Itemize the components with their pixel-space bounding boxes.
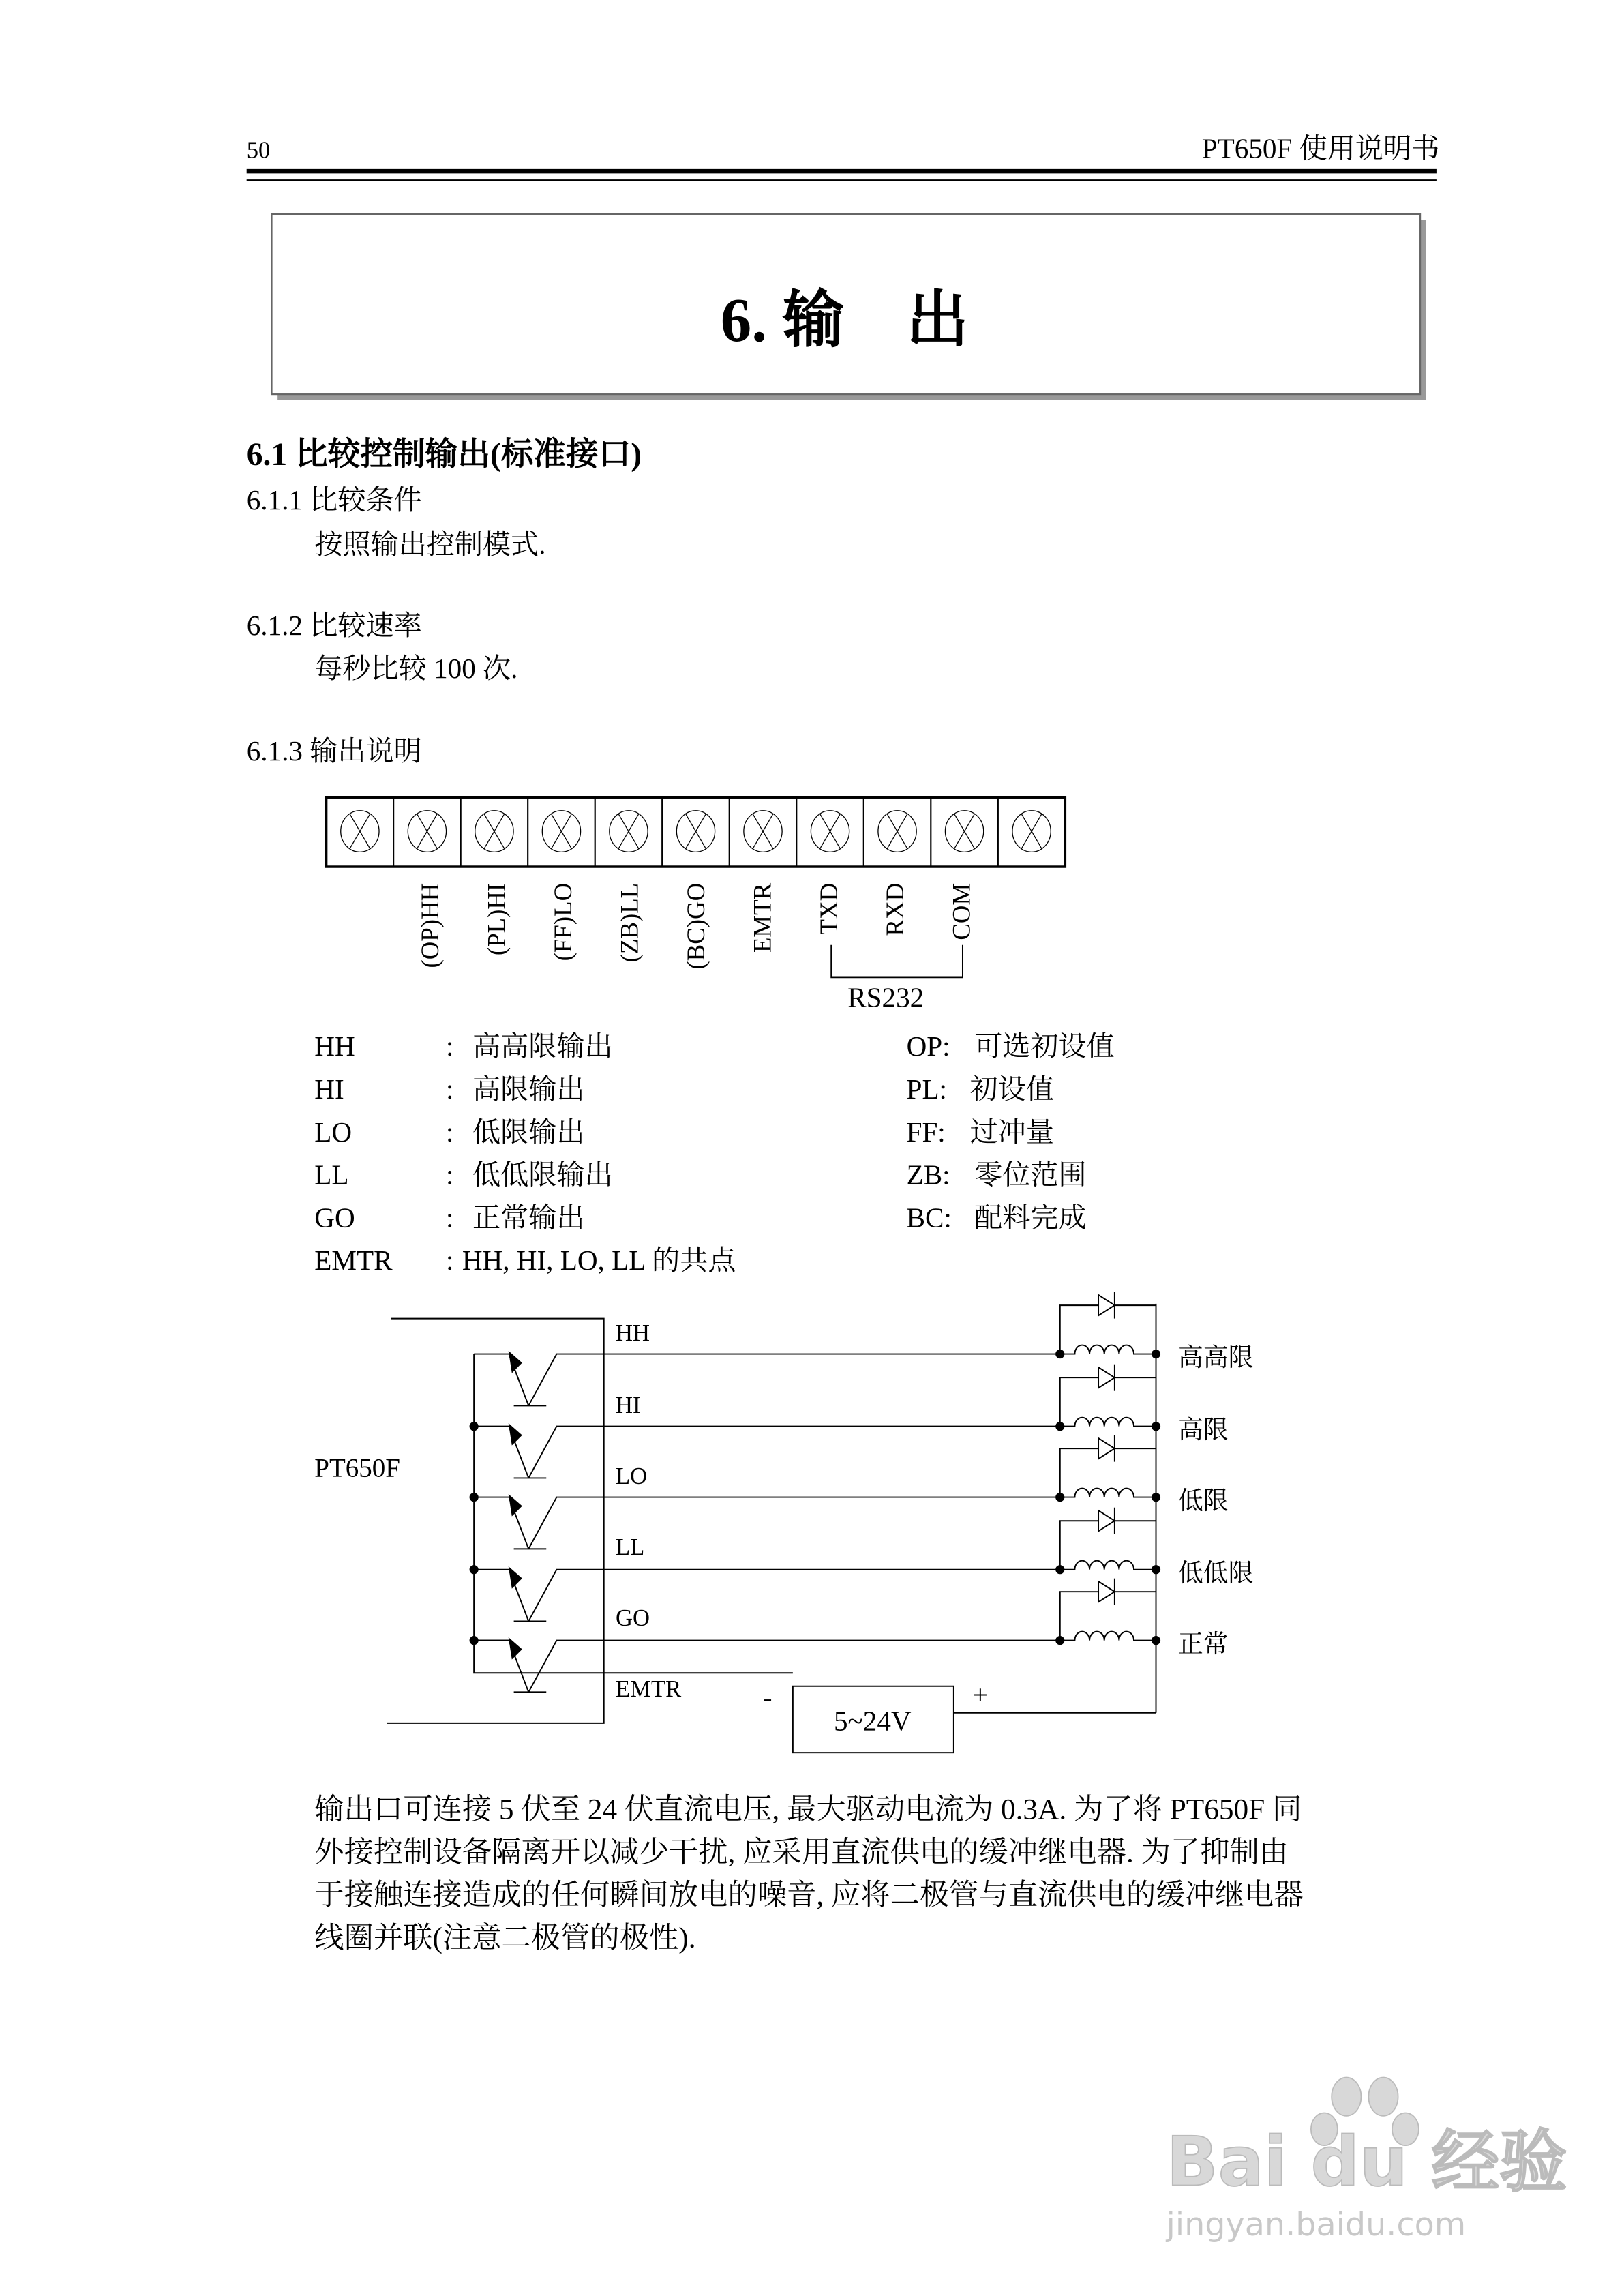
legend-sep: :: [446, 1202, 454, 1234]
legend-code: OP:: [906, 1030, 950, 1062]
screw-terminal-icon: [475, 811, 513, 852]
terminal-label: COM: [947, 882, 976, 940]
output-wire: [528, 1354, 1057, 1406]
supply-voltage-label: 5~24V: [833, 1705, 912, 1737]
output-wire: [528, 1427, 1057, 1478]
output-label: GO: [616, 1605, 650, 1631]
diode-icon: [1060, 1292, 1156, 1354]
junction-dot: [470, 1566, 478, 1573]
legend-desc: HH, HI, LO, LL 的共点: [462, 1244, 736, 1277]
output-label: LO: [616, 1463, 648, 1490]
supply-plus-label: +: [972, 1680, 988, 1710]
relay-coil-icon: [1060, 1632, 1156, 1641]
screw-terminal-icon: [408, 811, 446, 852]
legend-desc: 正常输出: [472, 1202, 585, 1234]
legend-desc: 配料完成: [974, 1202, 1087, 1234]
legend-code: HH: [314, 1030, 355, 1062]
relay-coil-icon: [1060, 1345, 1156, 1354]
legend-desc: 零位范围: [974, 1159, 1087, 1191]
diode-icon: [1060, 1508, 1156, 1570]
load-label: 高限: [1177, 1415, 1229, 1444]
common-label: EMTR: [616, 1675, 682, 1702]
supply-minus-label: -: [763, 1684, 772, 1714]
subsection-heading-613: 6.1.3 输出说明: [246, 735, 422, 767]
screw-terminal-icon: [878, 811, 916, 852]
transistor-icon: [474, 1495, 546, 1549]
legend-desc: 低低限输出: [472, 1159, 613, 1191]
screw-terminal-icon: [811, 811, 849, 852]
terminal-block: [327, 797, 1066, 867]
legend-desc: 高限输出: [472, 1073, 585, 1105]
diode-icon: [1060, 1579, 1156, 1641]
legend-code: ZB:: [906, 1159, 950, 1191]
transistor-icon: [474, 1352, 546, 1405]
diode-icon: [1060, 1365, 1156, 1427]
paragraph-line: 于接触连接造成的任何瞬间放电的噪音, 应将二极管与直流供电的缓冲继电器: [314, 1879, 1304, 1912]
legend-desc: 低限输出: [472, 1116, 585, 1148]
device-outline: [387, 1319, 603, 1723]
legend-code: HI: [314, 1073, 344, 1105]
subsection-heading-612: 6.1.2 比较速率: [246, 610, 422, 642]
legend-sep: :: [446, 1159, 454, 1191]
legend-left: [314, 1030, 736, 1276]
document-title: PT650F 使用说明书: [1201, 132, 1440, 164]
paragraph-line: 外接控制设备隔离开以减少干扰, 应采用直流供电的缓冲继电器. 为了抑制由: [314, 1836, 1289, 1869]
output-channel: [470, 1365, 1160, 1478]
screw-terminal-icon: [676, 811, 715, 852]
relay-coil-icon: [1060, 1489, 1156, 1497]
junction-dot: [470, 1422, 478, 1430]
legend-code: BC:: [906, 1202, 952, 1234]
screw-terminal-icon: [744, 811, 782, 852]
output-channel: [474, 1292, 1160, 1406]
watermark-url: jingyan.baidu.com: [1166, 2206, 1467, 2244]
output-label: HI: [616, 1392, 641, 1419]
description-paragraph: [314, 1793, 1303, 1954]
screw-terminal-icon: [341, 811, 379, 852]
terminal-label: (PL)HI: [482, 882, 511, 956]
terminal-label: (ZB)LL: [615, 882, 644, 963]
legend-desc: 高高限输出: [472, 1030, 613, 1062]
section-heading: 6.1 比较控制输出(标准接口): [246, 437, 642, 473]
paragraph-line: 输出口可连接 5 伏至 24 伏直流电压, 最大驱动电流为 0.3A. 为了将 PT650F 同: [314, 1793, 1302, 1826]
baidu-watermark: [1166, 2078, 1567, 2244]
page-number: 50: [246, 137, 271, 164]
diode-icon: [1060, 1435, 1156, 1497]
screw-terminal-icon: [542, 811, 580, 852]
subsection-heading-611: 6.1.1 比较条件: [246, 484, 422, 516]
relay-coil-icon: [1060, 1561, 1156, 1570]
output-wire: [528, 1497, 1057, 1549]
legend-sep: :: [446, 1244, 454, 1277]
device-label: PT650F: [314, 1453, 400, 1483]
paragraph-line: 线圈并联(注意二极管的极性).: [314, 1921, 696, 1954]
terminal-label: (FF)LO: [549, 882, 577, 961]
legend-code: FF:: [906, 1116, 946, 1148]
watermark-brand: Bai du 经验: [1166, 2123, 1567, 2202]
rs232-bracket: [831, 945, 963, 978]
transistor-icon: [474, 1425, 546, 1478]
subsection-body-611: 按照输出控制模式.: [314, 528, 546, 560]
output-label: LL: [616, 1534, 645, 1561]
rs232-label: RS232: [847, 981, 924, 1013]
load-label: 低限: [1177, 1486, 1229, 1515]
load-label: 低低限: [1177, 1559, 1254, 1587]
junction-dot: [470, 1493, 478, 1501]
chapter-title-box: [272, 214, 1426, 400]
terminal-label: RXD: [881, 882, 909, 936]
load-label: 正常: [1177, 1629, 1229, 1658]
chapter-title: 6. 输 出: [720, 286, 969, 355]
relay-coil-icon: [1060, 1418, 1156, 1427]
terminal-labels: [416, 882, 975, 969]
transistor-icon: [474, 1639, 546, 1692]
output-wire: [528, 1570, 1057, 1622]
output-circuit-diagram: [387, 1292, 1160, 1753]
legend-desc: 过冲量: [969, 1116, 1055, 1148]
screw-terminal-icon: [945, 811, 983, 852]
output-channel: [470, 1508, 1160, 1622]
subsection-body-612: 每秒比较 100 次.: [314, 652, 518, 684]
legend-sep: :: [446, 1073, 454, 1105]
legend-desc: 初设值: [969, 1073, 1055, 1105]
legend-code: EMTR: [314, 1244, 393, 1277]
output-channel: [470, 1435, 1160, 1549]
terminal-label: TXD: [814, 882, 843, 935]
load-label: 高高限: [1177, 1343, 1254, 1371]
screw-terminal-icon: [610, 811, 648, 852]
legend-right: [907, 1030, 1115, 1233]
legend-code: LL: [314, 1159, 349, 1191]
output-label: HH: [616, 1320, 650, 1347]
output-channel: [470, 1579, 1160, 1693]
transistor-icon: [474, 1568, 546, 1622]
terminal-label: (BC)GO: [681, 882, 710, 970]
legend-code: PL:: [906, 1073, 947, 1105]
terminal-label: (OP)HH: [416, 882, 445, 968]
screw-terminal-icon: [1012, 811, 1051, 852]
legend-desc: 可选初设值: [974, 1030, 1115, 1062]
legend-code: GO: [314, 1202, 355, 1234]
legend-sep: :: [446, 1030, 454, 1062]
terminal-label: EMTR: [748, 882, 777, 953]
legend-sep: :: [446, 1116, 454, 1148]
legend-code: LO: [314, 1116, 352, 1148]
